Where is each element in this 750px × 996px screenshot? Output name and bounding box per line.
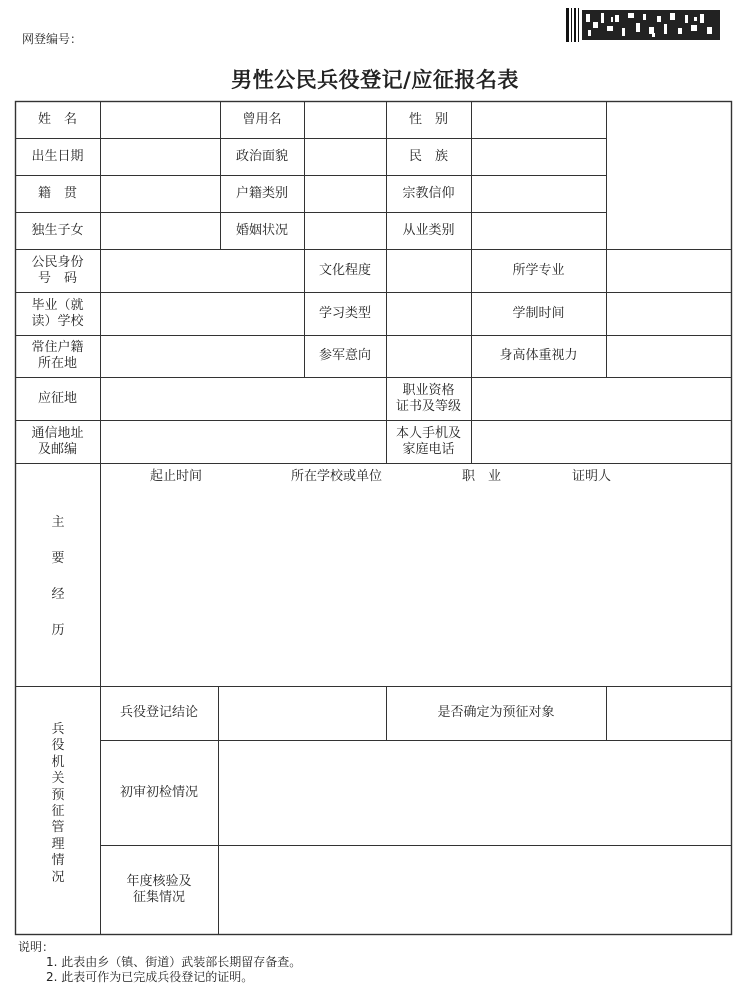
experience-section-label: 主 要 经 历 [51,515,65,638]
col-school-or-unit: 所在学校或单位 [291,469,383,484]
label-study-type: 学习类型 [318,305,371,321]
label-pre-candidate: 是否确定为预征对象 [437,705,555,720]
col-occupation: 职 业 [462,469,502,484]
note-item-2: 2. 此表可作为已完成兵役登记的证明。 [46,970,254,984]
label-study-length: 学制时间 [512,305,565,321]
label-religion: 宗教信仰 [402,185,455,201]
label-conscription-place: 应征地 [37,390,77,406]
label-gender: 性 别 [408,111,448,127]
label-occupation-type: 从业类别 [402,222,455,238]
label-registration-conclusion: 兵役登记结论 [119,705,198,720]
label-initial-check: 初审初检情况 [119,784,198,800]
label-id-number: 公民身份 号 码 [31,254,84,286]
label-native-place: 籍 贯 [37,185,77,201]
note-item-1: 1. 此表由乡（镇、街道）武装部长期留存备查。 [46,955,302,969]
page-title: 男性公民兵役登记/应征报名表 [231,68,519,92]
label-address: 通信地址 及邮编 [31,425,84,457]
label-education: 文化程度 [318,262,371,278]
notes-title: 说明： [18,940,55,954]
label-major: 所学专业 [512,262,565,278]
label-annual-check: 年度核验及 征集情况 [126,874,192,905]
label-residence: 常住户籍 所在地 [31,340,84,371]
notes [18,940,301,985]
label-only-child: 独生子女 [31,222,84,238]
label-school: 毕业（就 读）学校 [31,297,84,329]
label-enlist-intent: 参军意向 [318,348,371,363]
label-certificate: 职业资格 证书及等级 [395,382,461,414]
label-political-status: 政治面貌 [235,148,288,164]
label-birth-date: 出生日期 [31,148,84,164]
col-reference: 证明人 [572,469,612,484]
label-former-name: 曾用名 [242,111,282,127]
label-ethnicity: 民 族 [408,148,448,164]
col-period: 起止时间 [150,469,203,484]
label-phone: 本人手机及 家庭电话 [395,425,461,457]
management-section-label: 兵 役 机 关 预 征 管 理 情 况 [51,722,65,885]
label-household-type: 户籍类别 [235,185,288,201]
label-name: 姓 名 [37,111,77,127]
label-body-stats: 身高体重视力 [499,348,578,363]
label-marital-status: 婚姻状况 [235,222,288,238]
registration-number-label: 网登编号： [22,32,83,46]
